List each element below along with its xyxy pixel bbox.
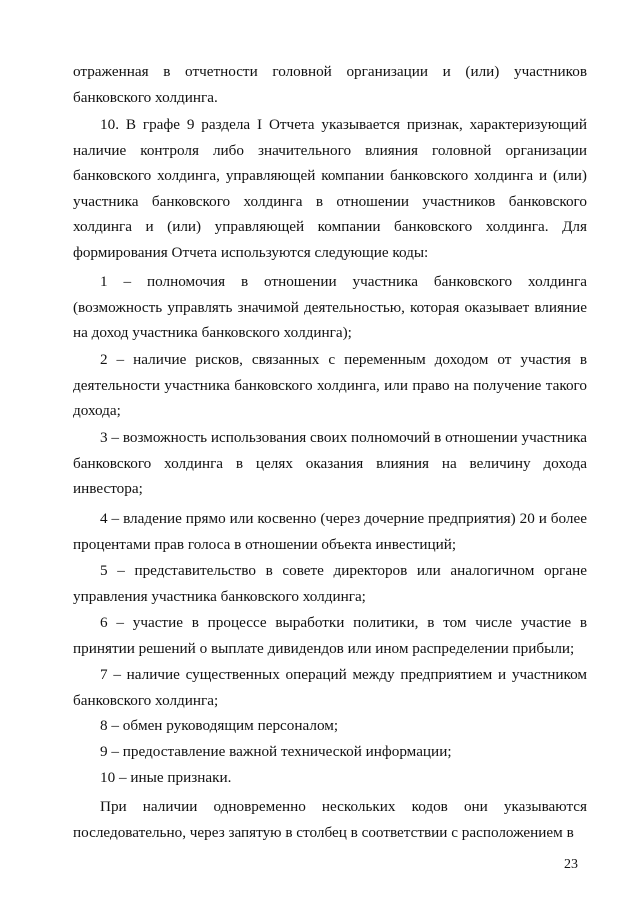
paragraph-code-4: 4 – владение прямо или косвенно (через дочерние предприятия) 20 и более процентами прав голоса в отношении объекта инвестиций; [73, 510, 587, 553]
paragraph-continuation: отраженная в отчетности головной организации и (или) участников банковского холдинга. [73, 63, 587, 106]
paragraph-code-8: 8 – обмен руководящим персоналом; [100, 717, 339, 734]
paragraph-code-1: 1 – полномочия в отношении участника банковского холдинга (возможность управлять значимой деятельностью, которая оказывает влияние на доход участника банковского холдинга); [73, 273, 587, 342]
paragraph-multiple-codes: При наличии одновременно нескольких кодов они указываются последовательно, через запятую в столбец в соответствии с расположением в [73, 798, 587, 841]
paragraph-code-10: 10 – иные признаки. [100, 769, 232, 786]
paragraph-code-3: 3 – возможность использования своих полномочий в отношении участника банковского холдинга в целях оказания влияния на величину дохода инвестора; [73, 429, 587, 498]
paragraph-item-10: 10. В графе 9 раздела I Отчета указывается признак, характеризующий наличие контроля либо значительного влияния головной организации банковского холдинга, управляющей компании банковского холдинга и (или) участника банковского холдинга в отношении участников банковского холдинга и (или) управляющей компании банковского холдинга. Для формирования Отчета используются следующие коды: [73, 116, 587, 261]
paragraph-code-6: 6 – участие в процессе выработки политики, в том числе участие в принятии решений о выплате дивидендов или ином распределении прибыли; [73, 614, 587, 657]
page-number: 23 [564, 857, 578, 872]
paragraph-code-5: 5 – представительство в совете директоров или аналогичном органе управления участника банковского холдинга; [73, 562, 587, 605]
paragraph-code-7: 7 – наличие существенных операций между предприятием и участником банковского холдинга; [73, 666, 587, 709]
paragraph-code-2: 2 – наличие рисков, связанных с переменным доходом от участия в деятельности участника банковского холдинга, или право на получение такого дохода; [73, 351, 587, 420]
paragraph-code-9: 9 – предоставление важной технической информации; [100, 743, 452, 760]
